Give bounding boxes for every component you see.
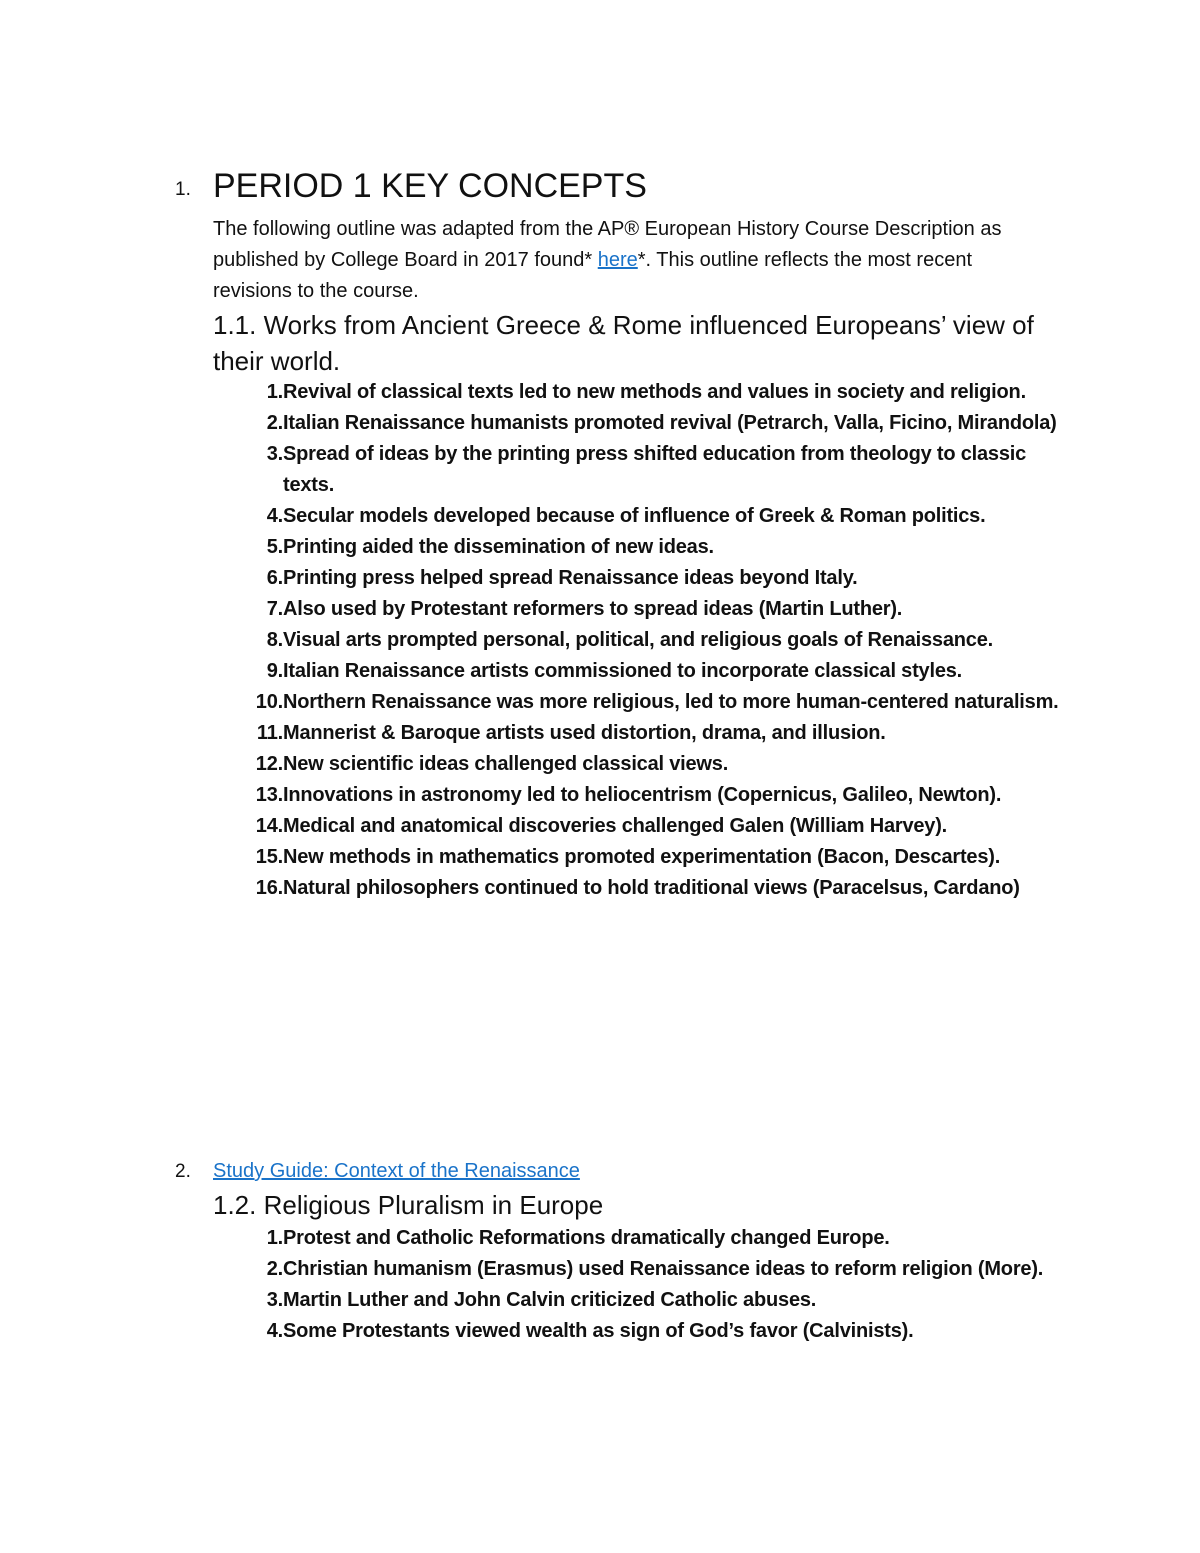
list-item-number-cell	[236, 842, 283, 873]
list-item-number-cell	[236, 1285, 283, 1316]
list-item	[236, 873, 1066, 904]
list-item-text: Northern Renaissance was more religious, led to more human-centered naturalism.	[283, 691, 1059, 713]
list-item-number: 4.	[266, 1320, 283, 1342]
list-item-number: 6.	[266, 567, 283, 589]
list-item-text: Italian Renaissance artists commissioned to incorporate classical styles.	[283, 660, 963, 682]
list-item-number: 11.	[256, 722, 283, 744]
list-item-text: Medical and anatomical discoveries challenged Galen (William Harvey).	[283, 815, 948, 837]
list-item-number: 4.	[266, 505, 283, 527]
list-item-text: Also used by Protestant reformers to spread ideas (Martin Luther).	[283, 598, 903, 620]
intro-paragraph	[213, 214, 1043, 307]
list-item-number-cell	[236, 439, 283, 501]
section-1-title: PERIOD 1 KEY CONCEPTS	[213, 167, 647, 205]
list-item	[236, 656, 1066, 687]
list-item	[236, 625, 1066, 656]
list-item-text: New methods in mathematics promoted experimentation (Bacon, Descartes).	[283, 846, 1001, 868]
list-item	[236, 1254, 1066, 1285]
list-item-text: Printing press helped spread Renaissance ideas beyond Italy.	[283, 567, 858, 589]
list-item-number: 7.	[266, 598, 283, 620]
list-item-number-cell	[236, 656, 283, 687]
list-item-number-cell	[236, 780, 283, 811]
list-item-number: 2.	[266, 1258, 283, 1280]
list-item	[236, 1316, 1066, 1347]
list-item-text: New scientific ideas challenged classical views.	[283, 753, 729, 775]
list-item	[236, 687, 1066, 718]
section-1-number: 1.	[175, 179, 191, 200]
list-item-number-cell	[236, 532, 283, 563]
list-item-text: Natural philosophers continued to hold traditional views (Paracelsus, Cardano)	[283, 877, 1020, 899]
list-item-number: 13.	[255, 784, 283, 806]
list-item-text: Mannerist & Baroque artists used distortion, drama, and illusion.	[283, 722, 886, 744]
subsection-1-2-title: 1.2. Religious Pluralism in Europe	[213, 1190, 604, 1220]
list-item	[236, 501, 1066, 532]
subsection-1-1-title: 1.1. Works from Ancient Greece & Rome influenced Europeans’ view of their world.	[213, 310, 1034, 376]
list-item-number-cell	[236, 563, 283, 594]
list-item-number: 14.	[255, 815, 283, 837]
list-item-number: 3.	[266, 443, 283, 465]
list-item-text: Visual arts prompted personal, political, and religious goals of Renaissance.	[283, 629, 993, 651]
list-item-number-cell	[236, 718, 283, 749]
list-item	[236, 842, 1066, 873]
list-item-number-cell	[236, 1316, 283, 1347]
list-item-number: 16.	[255, 877, 283, 899]
list-item-number: 5.	[266, 536, 283, 558]
list-item-text: Martin Luther and John Calvin criticized Catholic abuses.	[283, 1289, 817, 1311]
list-item-text: Some Protestants viewed wealth as sign of God’s favor (Calvinists).	[283, 1320, 914, 1342]
list-item-text: Revival of classical texts led to new methods and values in society and religion.	[283, 381, 1026, 403]
list-item	[236, 780, 1066, 811]
list-item	[236, 1223, 1066, 1254]
list-item-number: 2.	[266, 412, 283, 434]
list-item-text: Secular models developed because of influence of Greek & Roman politics.	[283, 505, 986, 527]
list-item-text: Protest and Catholic Reformations dramatically changed Europe.	[283, 1227, 890, 1249]
list-item	[236, 439, 1066, 501]
subsection-1-2-list	[236, 1223, 1066, 1347]
list-item-number-cell	[236, 594, 283, 625]
list-item-number: 10.	[255, 691, 283, 713]
study-guide-link[interactable]: Study Guide: Context of the Renaissance	[213, 1160, 580, 1182]
list-item-text: Italian Renaissance humanists promoted revival (Petrarch, Valla, Ficino, Mirandola)	[283, 412, 1057, 434]
subsection-1-1-list	[236, 377, 1066, 904]
list-item-number-cell	[236, 1254, 283, 1285]
list-item-text: Innovations in astronomy led to heliocentrism (Copernicus, Galileo, Newton).	[283, 784, 1002, 806]
list-item	[236, 1285, 1066, 1316]
intro-text-after-link: *. This outline reflects the most recent revisions to the course.	[213, 249, 972, 302]
list-item-number-cell	[236, 749, 283, 780]
list-item-number: 8.	[266, 629, 283, 651]
list-item-number-cell	[236, 873, 283, 904]
list-item	[236, 594, 1066, 625]
list-item-text: Printing aided the dissemination of new ideas.	[283, 536, 714, 558]
list-item-number-cell	[236, 501, 283, 532]
list-item	[236, 749, 1066, 780]
list-item-number-cell	[236, 377, 283, 408]
list-item-number: 3.	[266, 1289, 283, 1311]
list-item-number-cell	[236, 1223, 283, 1254]
intro-text-before-link: The following outline was adapted from the AP® European History Course Description as published by College Board in 2017 found*	[213, 218, 1002, 271]
list-item-text: Spread of ideas by the printing press shifted education from theology to classic texts.	[283, 443, 1027, 496]
list-item-number-cell	[236, 408, 283, 439]
list-item	[236, 811, 1066, 842]
list-item-number-cell	[236, 811, 283, 842]
list-item-number: 1.	[266, 381, 283, 403]
list-item	[236, 377, 1066, 408]
list-item-number: 9.	[266, 660, 283, 682]
list-item	[236, 563, 1066, 594]
list-item	[236, 408, 1066, 439]
list-item	[236, 718, 1066, 749]
list-item	[236, 532, 1066, 563]
here-link[interactable]: here	[597, 249, 638, 271]
list-item-number-cell	[236, 687, 283, 718]
list-item-number: 15.	[255, 846, 283, 868]
section-2-number: 2.	[175, 1161, 191, 1182]
list-item-text: Christian humanism (Erasmus) used Renaissance ideas to reform religion (More).	[283, 1258, 1044, 1280]
list-item-number: 12.	[255, 753, 283, 775]
list-item-number: 1.	[266, 1227, 283, 1249]
list-item-number-cell	[236, 625, 283, 656]
